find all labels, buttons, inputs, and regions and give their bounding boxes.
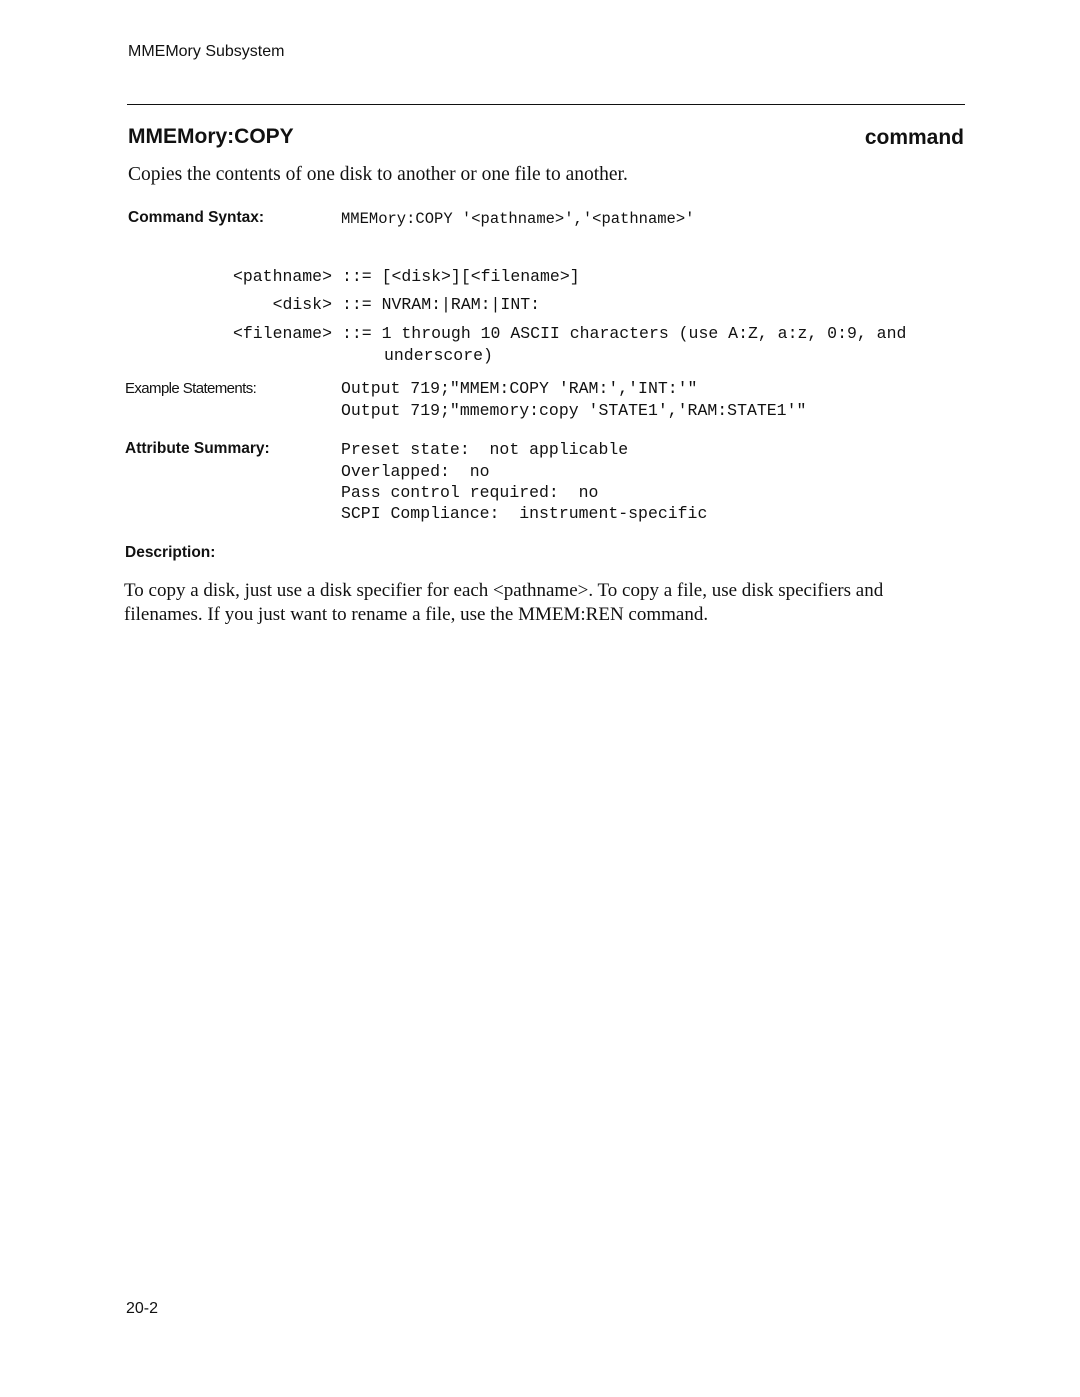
command-title: MMEMory:COPY bbox=[128, 125, 294, 148]
definition-term-pathname: <pathname> bbox=[232, 267, 332, 286]
definition-filename: ::= 1 through 10 ASCII characters (use A:Z, a:z, 0:9, and bbox=[342, 324, 907, 343]
definition-term-disk: <disk> bbox=[272, 295, 332, 314]
example-line-2: Output 719;"mmemory:copy 'STATE1','RAM:STATE1'" bbox=[341, 401, 807, 420]
command-type-label: command bbox=[864, 126, 964, 149]
example-line-1: Output 719;"MMEM:COPY 'RAM:','INT:'" bbox=[341, 379, 698, 398]
page-number: 20-2 bbox=[126, 1300, 159, 1317]
attribute-line-1: Preset state: not applicable bbox=[341, 440, 629, 459]
command-summary: Copies the contents of one disk to another or one file to another. bbox=[128, 164, 628, 185]
attributes-label: Attribute Summary: bbox=[125, 440, 270, 457]
syntax-line: MMEMory:COPY '<pathname>','<pathname>' bbox=[341, 210, 695, 228]
definition-filename-continued: underscore) bbox=[384, 346, 493, 365]
definition-pathname: ::= [<disk>][<filename>] bbox=[342, 267, 580, 286]
examples-label: Example Statements: bbox=[125, 380, 257, 397]
description-text: To copy a disk, just use a disk specifier for each <pathname>. To copy a file, use disk specifiers and filenames. If you just want to rename a file, use the MMEM:REN command. bbox=[124, 580, 884, 625]
description-label: Description: bbox=[125, 544, 216, 561]
running-head: MMEMory Subsystem bbox=[128, 43, 285, 60]
syntax-label: Command Syntax: bbox=[128, 209, 265, 226]
attribute-line-4: SCPI Compliance: instrument-specific bbox=[341, 504, 708, 523]
definition-disk: ::= NVRAM:|RAM:|INT: bbox=[342, 295, 541, 314]
definition-term-filename: <filename> bbox=[232, 324, 332, 343]
attribute-line-2: Overlapped: no bbox=[341, 462, 490, 481]
section-rule bbox=[127, 104, 965, 105]
attribute-line-3: Pass control required: no bbox=[341, 483, 599, 502]
